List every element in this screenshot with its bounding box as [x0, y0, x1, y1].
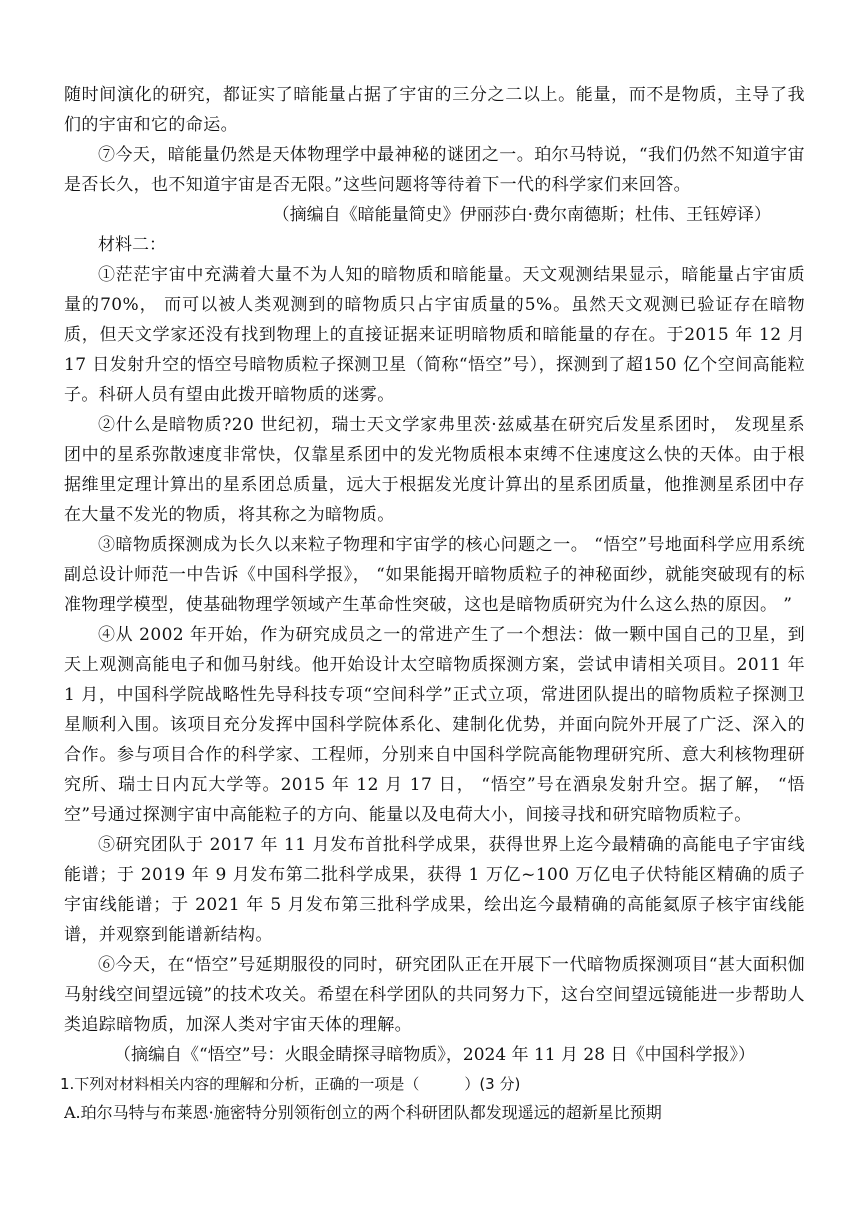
question-1-stem: 1.下列对材料相关内容的理解和分析，正确的一项是（ ）(3 分) — [60, 1075, 521, 1093]
material2-paragraph-3: ③暗物质探测成为长久以来粒子物理和宇宙学的核心问题之一。 “悟空”号地面科学应用系统副总设计师范一中告诉《中国科学报》， “如果能揭开暗物质粒子的神秘面纱，就能突破现有的标准物理学模型，使基础物理学领域产生革命性突破，这也是暗物质研究为什么这么热的原因。 ” — [64, 535, 805, 615]
material2-paragraph-6: ⑥今天，在“悟空”号延期服役的同时，研究团队正在开展下一代暗物质探测项目“甚大面积伽马射线空间望远镜”的技术攻关。希望在科学团队的共同努力下，这台空间望远镜能进一步帮助人类追踪暗物质，加深人类对宇宙天体的理解。 — [64, 955, 805, 1035]
material2-paragraph-4: ④从 2002 年开始，作为研究成员之一的常进产生了一个想法：做一颗中国自己的卫星，到天上观测高能电子和伽马射线。他开始设计太空暗物质探测方案，尝试申请相关项目。2011 年 1 月，中国科学院战略性先导科技专项“空间科学”正式立项，常进团队提出的暗物质粒子探测卫星顺利入围。该项目充分发挥中国科学院体系化、建制化优势，并面向院外开展了广泛、深入的合作。参与项目合作的科学家、工程师，分别来自中国科学院高能物理研究所、意大利核物理研究所、瑞士日内瓦大学等。2015 年 12 月 17 日， “悟空”号在酒泉发射升空。据了解， “悟空”号通过探测宇宙中高能粒子的方向、能量以及电荷大小，间接寻找和研究暗物质粒子。 — [64, 625, 805, 825]
material2-paragraph-2: ②什么是暗物质?20 世纪初，瑞士天文学家弗里茨·兹威基在研究后发星系团时， 发现星系团中的星系弥散速度非常快，仅靠星系团中的发光物质根本束缚不住速度这么快的天体。由于根据维里定理计算出的星系团总质量，远大于根据发光度计算出的星系团质量，他推测星系团中存在大量不发光的物质，将其称之为暗物质。 — [64, 415, 805, 525]
question-1-option-a: A.珀尔马特与布莱恩·施密特分别领衔创立的两个科研团队都发现遥远的超新星比预期 — [64, 1103, 662, 1122]
material2-heading: 材料二： — [98, 235, 166, 255]
material2-paragraph-1: ①茫茫宇宙中充满着大量不为人知的暗物质和暗能量。天文观测结果显示，暗能量占宇宙质量的70%， 而可以被人类观测到的暗物质只占宇宙质量的5%。虽然天文观测已验证存在暗物质，但天文学家还没有找到物理上的直接证据来证明暗物质和暗能量的存在。于2015 年 12 月 17 日发射升空的悟空号暗物质粒子探测卫星（简称“悟空”号），探测到了超150 亿个空间高能粒子。科研人员有望由此拨开暗物质的迷雾。 — [64, 265, 805, 405]
material2-paragraph-5: ⑤研究团队于 2017 年 11 月发布首批科学成果，获得世界上迄今最精确的高能电子宇宙线能谱；于 2019 年 9 月发布第二批科学成果，获得 1 万亿~100 万亿电子伏特能区精确的质子宇宙线能谱；于 2021 年 5 月发布第三批科学成果，绘出迄今最精确的高能氦原子核宇宙线能谱，并观察到能谱新结构。 — [64, 835, 805, 945]
material1-paragraph-6-continued: 随时间演化的研究，都证实了暗能量占据了宇宙的三分之二以上。能量，而不是物质，主导了我们的宇宙和它的命运。 — [64, 85, 805, 135]
material1-paragraph-7: ⑦今天，暗能量仍然是天体物理学中最神秘的谜团之一。珀尔马特说，“我们仍然不知道宇宙是否长久，也不知道宇宙是否无限。”这些问题将等待着下一代的科学家们来回答。 — [64, 145, 805, 195]
material2-source: （摘编自《“悟空”号：火眼金睛探寻暗物质》，2024 年 11 月 28 日《中国科学报》） — [114, 1045, 755, 1065]
material1-source: （摘编自《暗能量简史》伊丽莎白·费尔南德斯；杜伟、王钰婷译） — [272, 205, 771, 225]
